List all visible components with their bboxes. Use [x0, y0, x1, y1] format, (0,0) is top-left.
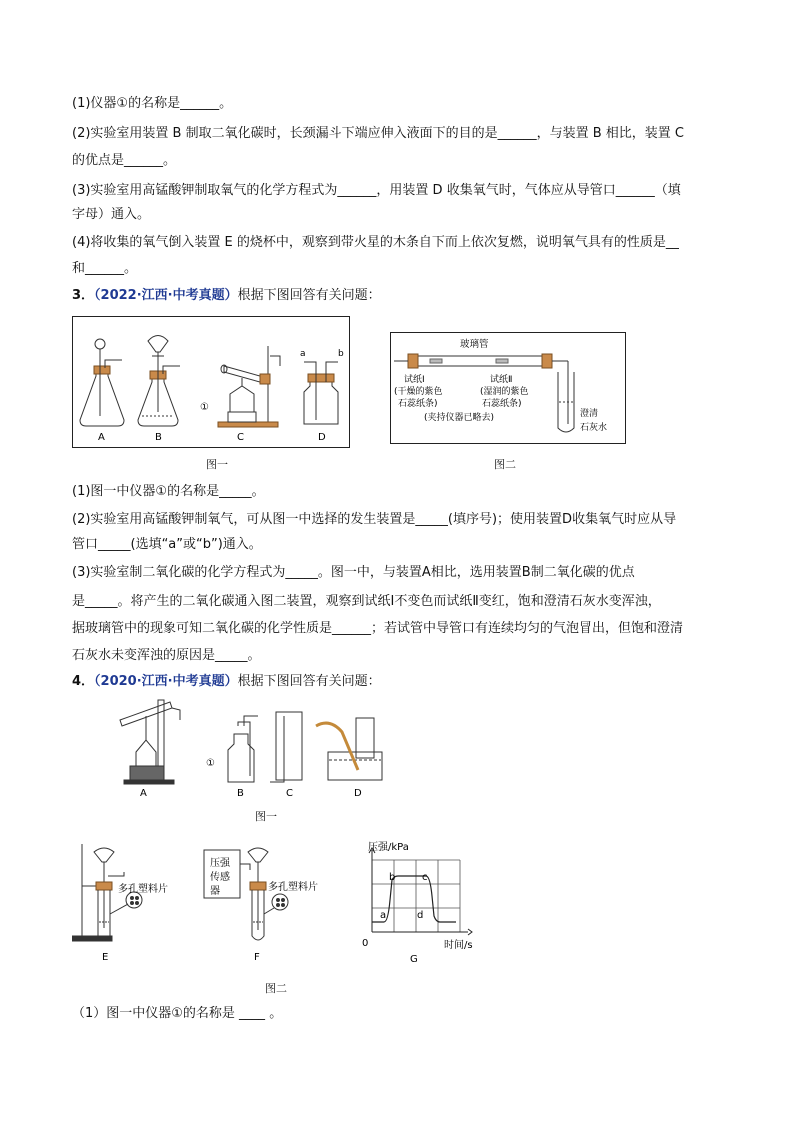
q3-figure-2 [390, 332, 626, 444]
sensor-label-3: 器 [210, 886, 220, 897]
q3-intro: 根据下图回答有关问题： [237, 288, 381, 303]
q4-fig2-label-f: F [254, 952, 260, 963]
glass-tube-label: 玻璃管 [460, 339, 489, 350]
q3-line-2: (2)实验室用高锰酸钾制氧气，可从图一中选择的发生装置是_____(填序号)；使用装置D收集氧气时应从导 [72, 512, 677, 527]
q2-line-3: 的优点是______。 [72, 153, 177, 168]
q2-line-1: (1)仪器①的名称是______。 [72, 96, 233, 111]
q2-line-4: (3)实验室用高锰酸钾制取氧气的化学方程式为______，用装置 D 收集氧气时，气体应从导管口______（填 [72, 183, 681, 198]
q3-fig1-label-b: B [155, 432, 162, 443]
q3-line-6: 据玻璃管中的现象可知二氧化碳的化学性质是______；若试管中导管口有连续均匀的气泡冒出，但饱和澄清 [72, 621, 684, 636]
chart-point-d: d [417, 910, 424, 921]
chart-point-b: b [389, 872, 396, 883]
q3-fig1-label-c: C [237, 432, 244, 443]
q3-figure-1 [72, 316, 350, 448]
paper-1-line-2: (干燥的紫色 [394, 387, 443, 397]
q4-header [72, 673, 381, 691]
q4-fig2-label-e: E [102, 952, 109, 963]
q3-line-1: (1)图一中仪器①的名称是_____。 [72, 484, 265, 499]
lime-water-line-2: 石灰水 [580, 423, 608, 433]
q4-fig1-label-c: C [286, 788, 293, 799]
q4-source: （2020·江西·中考真题） [94, 674, 238, 689]
q3-apparatus-a [80, 339, 124, 426]
q2-line-6: (4)将收集的氧气倒入装置 E 的烧杯中，观察到带火星的木条自下而上依次复燃，说明氧气具有的性质是__ [72, 235, 679, 250]
q4-line-1: （1）图一中仪器①的名称是 ____ 。 [72, 1006, 283, 1021]
q3-header [72, 287, 381, 305]
q3-line-7: 石灰水未变浑浊的原因是_____。 [72, 648, 261, 663]
paper-1-line-1: 试纸Ⅰ [404, 375, 425, 385]
q3-number: 3． [72, 288, 95, 303]
q3-fig1-caption: 图一 [206, 458, 228, 471]
q4-figure-2 [72, 840, 482, 968]
paper-2-line-3: 石蕊纸条) [482, 399, 522, 409]
paper-2-line-2: (湿润的紫色 [480, 387, 529, 397]
chart-x-label: 时间/s [444, 940, 473, 951]
q3-fig1-label-d: D [318, 432, 326, 443]
sensor-label-1: 压强 [210, 858, 230, 869]
q3-apparatus-c [218, 346, 280, 427]
q3-apparatus-d [304, 362, 338, 424]
paper-2-line-1: 试纸Ⅱ [490, 375, 513, 385]
porous-plate-f: 多孔塑料片 [268, 882, 318, 893]
q4-fig1-label-b: B [237, 788, 244, 799]
lime-water-line-1: 澄清 [580, 409, 599, 419]
clamp-note: (夹持仪器已略去) [424, 413, 495, 423]
q4-apparatus-a [120, 700, 180, 784]
q4-apparatus-d [316, 718, 382, 780]
chart-y-label: 压强/kPa [368, 842, 409, 853]
q2-line-7: 和______。 [72, 261, 138, 276]
q4-fig1-caption: 图一 [255, 810, 277, 823]
q2-line-5: 字母）通入。 [72, 207, 151, 222]
q4-intro: 根据下图回答有关问题： [237, 674, 381, 689]
chart-point-c: c [422, 872, 428, 883]
porous-plate-e: 多孔塑料片 [118, 884, 168, 895]
q4-fig2-label-g: G [410, 954, 418, 965]
q3-line-5: 是_____。将产生的二氧化碳通入图二装置，观察到试纸Ⅰ不变色而试纸Ⅱ变红，饱和澄清石灰水变浑浊， [72, 594, 661, 609]
q4-fig2-caption: 图二 [265, 982, 287, 995]
q4-fig1-label-a: A [140, 788, 147, 799]
chart-origin: 0 [362, 938, 369, 949]
q4-apparatus-b [228, 716, 258, 782]
pressure-time-chart [362, 841, 473, 951]
chart-point-a: a [380, 910, 387, 921]
q4-fig1-marker-1: ① [206, 758, 215, 769]
x-axis-arrow [468, 929, 472, 935]
q4-number: 4． [72, 674, 95, 689]
q4-figure-1 [110, 696, 400, 802]
lime-water-test-tube [558, 372, 574, 432]
q3-port-b: b [338, 349, 344, 359]
q2-line-2: (2)实验室用装置 B 制取二氧化碳时，长颈漏斗下端应伸入液面下的目的是______，与装置 B 相比，装置 C [72, 126, 684, 141]
q3-fig1-marker-1: ① [200, 402, 209, 413]
paper-1-line-3: 石蕊纸条) [398, 399, 438, 409]
q3-source: （2022·江西·中考真题） [94, 288, 238, 303]
q3-fig1-label-a: A [98, 432, 105, 443]
q4-fig1-label-d: D [354, 788, 362, 799]
q3-port-a: a [300, 349, 306, 359]
q3-line-3: 管口_____(选填“a”或“b”)通入。 [72, 537, 262, 552]
q3-apparatus-b [138, 336, 180, 427]
sensor-label-2: 传感 [210, 872, 230, 883]
q4-apparatus-c [270, 712, 302, 782]
q3-fig2-caption: 图二 [494, 458, 516, 471]
q3-line-4: (3)实验室制二氧化碳的化学方程式为_____。图一中，与装置A相比，选用装置B制二氧化碳的优点 [72, 565, 635, 580]
